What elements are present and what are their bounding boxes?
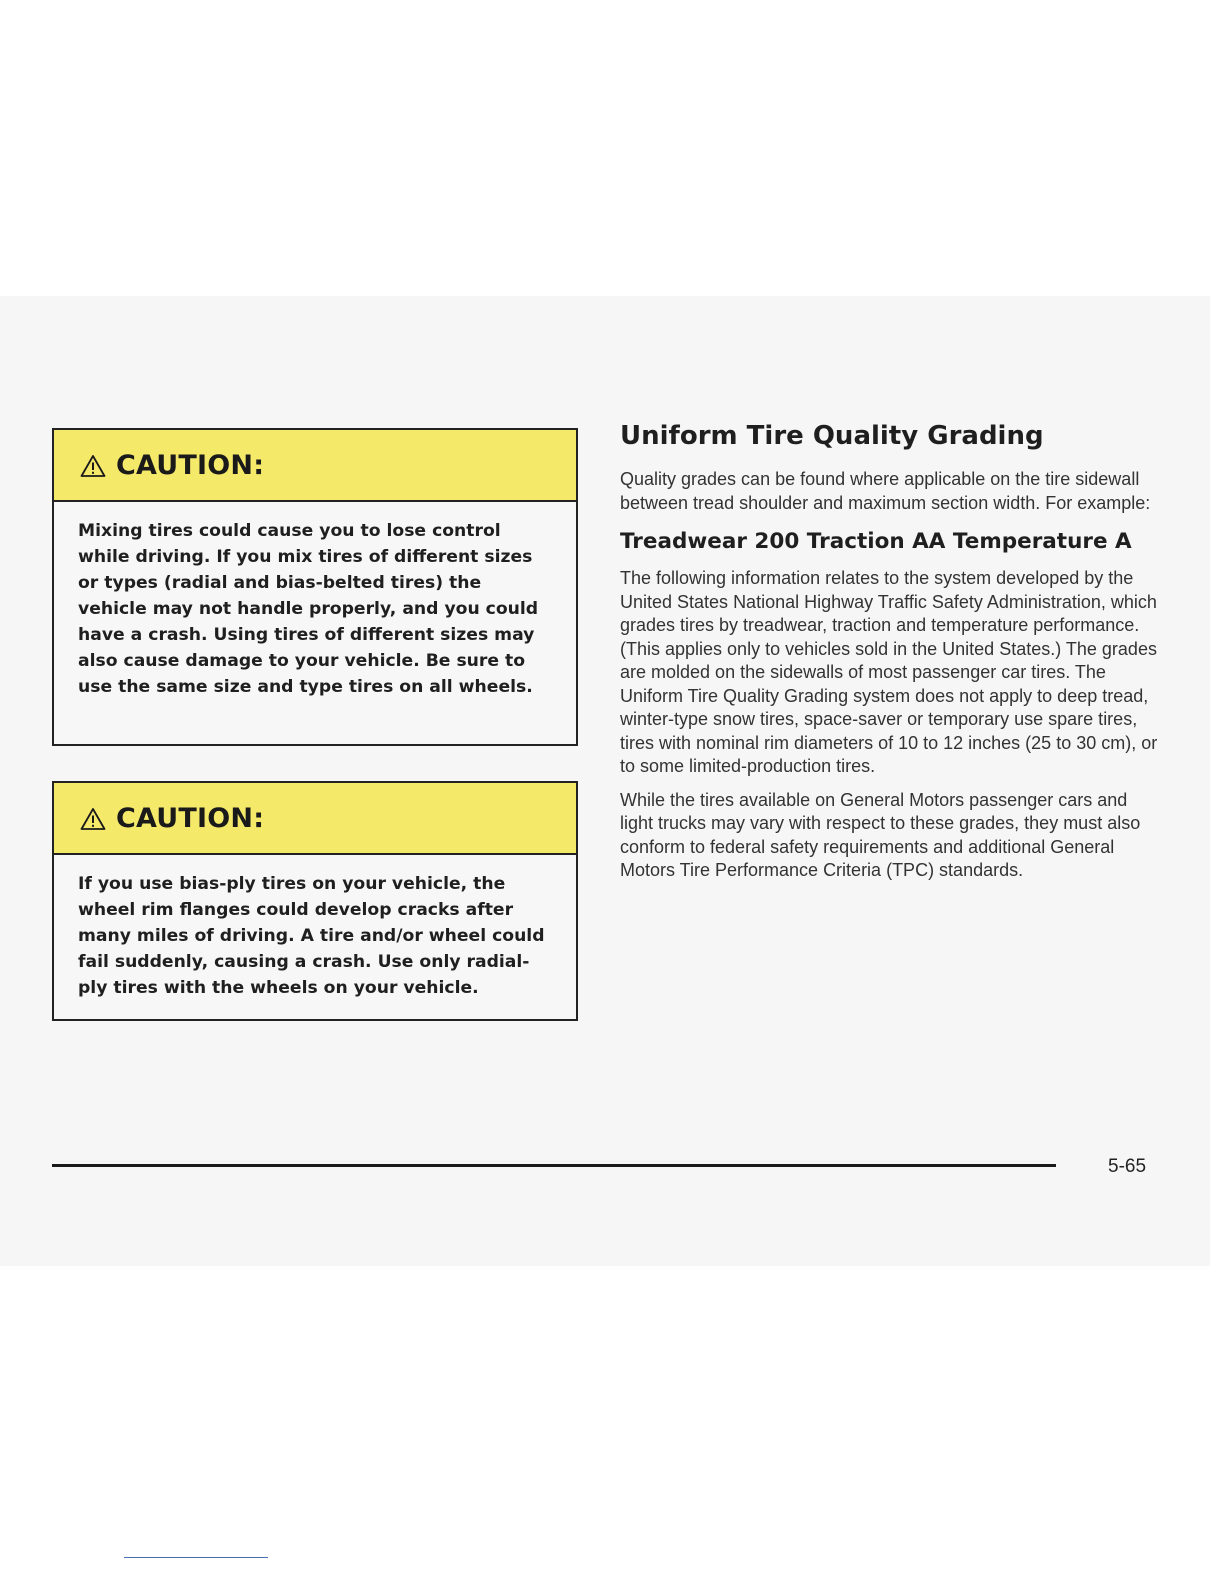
caution-text: If you use bias-ply tires on your vehicle, the wheel rim flanges could develop cracks after many miles of driving. A tire and/or wheel could fail suddenly, causing a crash. Use only radial-ply tires with the wheels on your vehicle. [78,874,545,998]
body-paragraph: The following information relates to the system developed by the United States National Highway Traffic Safety Administration, which grades tires by treadwear, traction and temperature performance. (This applies only to vehicles sold in the United States.) The grades are molded on the sidewalls of most passenger car tires. The Uniform Tire Quality Grading system does not apply to deep tread, winter-type snow tires, space-saver or temporary use spare tires, tires with nominal rim diameters of 10 to 12 inches (25 to 30 cm), or to some limited-production tires. [620,568,1158,776]
caution-title: CAUTION: [116,449,265,481]
grading-example-heading: Treadwear 200 Traction AA Temperature A [620,529,1132,554]
caution-text: Mixing tires could cause you to lose control while driving. If you mix tires of different sizes or types (radial and bias-belted tires) the vehicle may not handle properly, and you could have a crash. Using tires of different sizes may also cause damage to your vehicle. Be sure to use the same size and type tires on all wheels. [78,521,539,697]
caution-box-bias-ply [52,781,578,1021]
bottom-link-underline [124,1557,268,1558]
caution-box-mixing-tires [52,428,578,746]
tire-grading-section [620,418,1160,883]
body-paragraph: While the tires available on General Motors passenger cars and light trucks may vary with respect to these grades, they must also conform to federal safety requirements and additional General Motors Tire Performance Criteria (TPC) standards. [620,789,1141,880]
caution-header [54,430,576,502]
caution-title: CAUTION: [116,802,265,834]
warning-triangle-icon [80,807,106,831]
warning-triangle-icon [80,454,106,478]
section-title: Uniform Tire Quality Grading [620,421,1044,451]
caution-header [54,783,576,855]
page-number: 5-65 [1108,1156,1147,1177]
footer-rule [52,1164,1056,1167]
intro-paragraph: Quality grades can be found where applicable on the tire sidewall between tread shoulder and maximum section width. For example: [620,469,1151,513]
